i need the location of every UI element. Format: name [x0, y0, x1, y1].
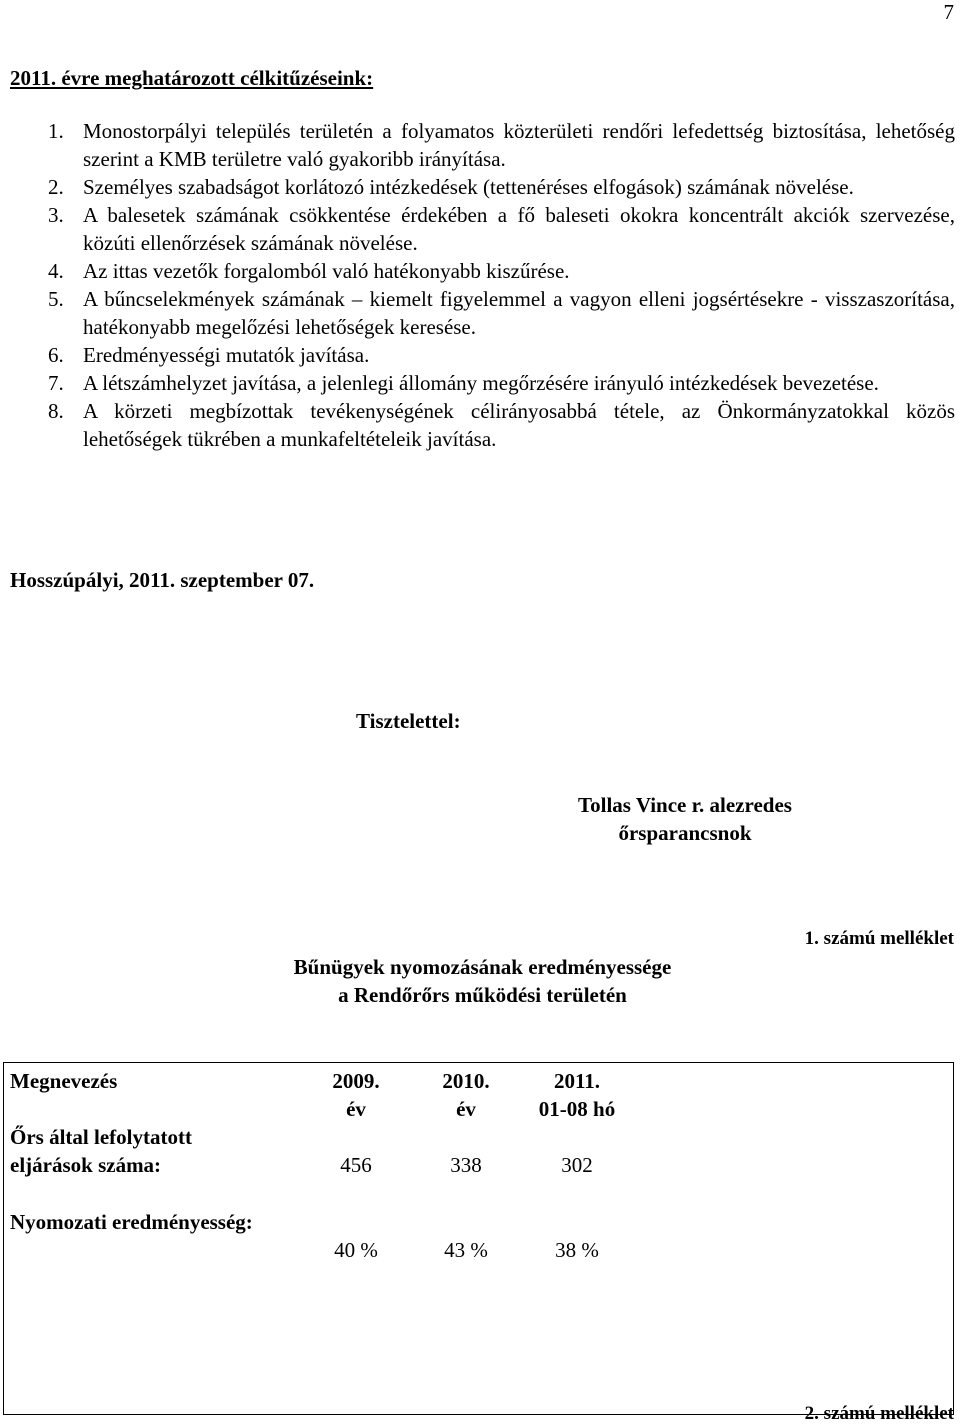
table-cell-2009: 40 %	[334, 1238, 378, 1262]
table-cell-2010: 338	[450, 1153, 482, 1177]
table-header-2011-unit: 01-08 hó	[538, 1097, 616, 1121]
list-item-number: 3.	[48, 203, 64, 227]
page-number: 7	[943, 0, 954, 24]
list-item-text: Eredményességi mutatók javítása.	[83, 343, 370, 367]
list-item-number: 6.	[48, 343, 64, 367]
table-row-label: Nyomozati eredményesség:	[10, 1210, 253, 1234]
table-header-2011	[512, 1067, 642, 1123]
table-header-2009	[306, 1067, 406, 1123]
annex-1-title	[250, 953, 715, 1009]
signature-block	[545, 791, 825, 847]
list-item	[48, 117, 955, 173]
list-item-number: 7.	[48, 371, 64, 395]
table-header-2010-unit: év	[456, 1097, 476, 1121]
list-item	[48, 285, 955, 341]
results-table	[3, 1062, 954, 1415]
list-item-text: Monostorpályi település területén a folyamatos közterületi rendőri lefedettség biztosítása, lehetőség szerint a KMB területre való gyakoribb irányítása.	[83, 119, 955, 171]
table-header-2010	[416, 1067, 516, 1123]
list-item-text: A körzeti megbízottak tevékenységének célirányosabbá tétele, az Önkormányzatokkal közös lehetőségek tükrében a munkafeltételeik javítása.	[83, 399, 955, 451]
list-item	[48, 173, 955, 201]
goals-list	[48, 117, 955, 453]
section-heading: 2011. évre meghatározott célkitűzéseink:	[10, 66, 374, 90]
table-header-name: Megnevezés	[10, 1069, 118, 1093]
table-cell-2011: 38 %	[555, 1238, 599, 1262]
list-item-number: 4.	[48, 259, 64, 283]
annex-2-label: 2. számú melléklet	[804, 1403, 954, 1424]
table-cell-2010: 43 %	[444, 1238, 488, 1262]
list-item-text: A létszámhelyzet javítása, a jelenlegi állomány megőrzésére irányuló intézkedések bevezetése.	[83, 371, 879, 395]
closing-salutation: Tisztelettel:	[356, 709, 461, 733]
list-item	[48, 257, 955, 285]
list-item-text: A bűncselekmények számának – kiemelt figyelemmel a vagyon elleni jogsértésekre - visszaszorítása, hatékonyabb megelőzési lehetőségek keresése.	[83, 287, 955, 339]
list-item-number: 5.	[48, 287, 64, 311]
table-cell-2011: 302	[561, 1153, 593, 1177]
list-item	[48, 201, 955, 257]
annex-1-title-line-2: a Rendőrőrs működési területén	[338, 983, 627, 1007]
list-item-text: A balesetek számának csökkentése érdekében a fő baleseti okokra koncentrált akciók szervezése, közúti ellenőrzések számának növelése.	[83, 203, 955, 255]
table-header-2009-unit: év	[346, 1097, 366, 1121]
place-date: Hosszúpályi, 2011. szeptember 07.	[10, 568, 315, 592]
list-item-number: 2.	[48, 175, 64, 199]
list-item	[48, 397, 955, 453]
list-item	[48, 369, 955, 397]
annex-1-title-line-1: Bűnügyek nyomozásának eredményessége	[293, 955, 672, 979]
list-item-number: 8.	[48, 399, 64, 423]
table-header-2009-year: 2009.	[332, 1069, 380, 1093]
list-item-text: Az ittas vezetők forgalomból való hatékonyabb kiszűrése.	[83, 259, 570, 283]
list-item	[48, 341, 955, 369]
table-row-label-line-2: eljárások száma:	[10, 1153, 162, 1177]
signature-name: Tollas Vince r. alezredes	[578, 793, 792, 817]
table-cell-2009: 456	[340, 1153, 372, 1177]
table-header-2010-year: 2010.	[442, 1069, 490, 1093]
table-header-2011-year: 2011.	[553, 1069, 601, 1093]
list-item-text: Személyes szabadságot korlátozó intézkedések (tettenéréses elfogások) számának növelése.	[83, 175, 854, 199]
annex-1-label: 1. számú melléklet	[804, 928, 954, 949]
list-item-number: 1.	[48, 119, 64, 143]
signature-title: őrsparancsnok	[618, 821, 752, 845]
table-row-label	[10, 1123, 192, 1179]
table-row-label-line-1: Őrs által lefolytatott	[10, 1125, 192, 1149]
